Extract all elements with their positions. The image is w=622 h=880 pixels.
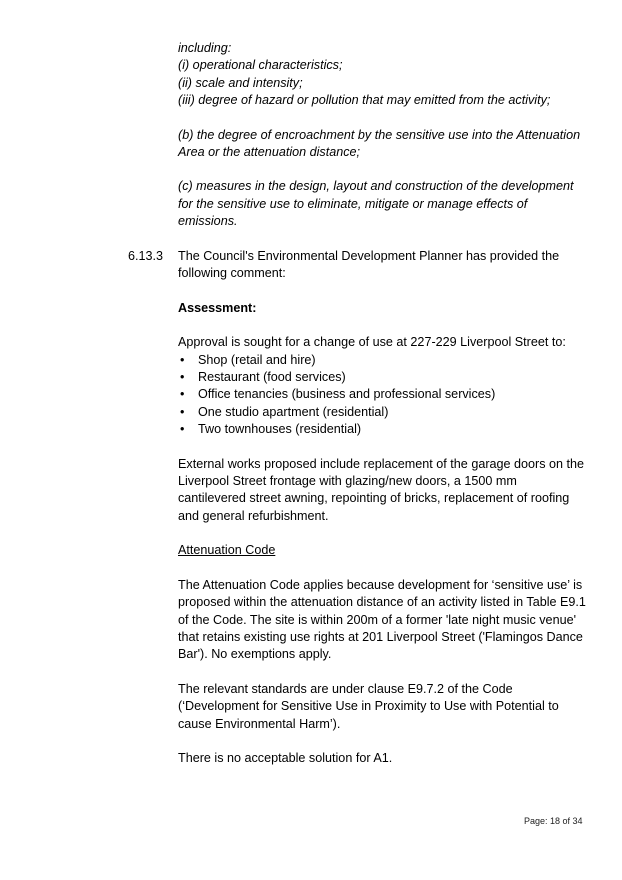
section-number: 6.13.3 (128, 249, 164, 263)
no-solution-text: There is no acceptable solution for A1. (178, 750, 393, 765)
bullet-icon: • (180, 404, 185, 419)
list-item (178, 404, 588, 421)
section-body (178, 248, 588, 767)
quoted-clause (178, 40, 588, 231)
list-item-text: Shop (retail and hire) (198, 352, 316, 367)
uses-list (178, 352, 588, 439)
quote-c: (c) measures in the design, layout and construction of the development for the sensitive use to eliminate, mitigate or manage effects of emissions. (178, 179, 574, 229)
quote-b: (b) the degree of encroachment by the sensitive use into the Attenuation Area or the attenuation distance; (178, 127, 581, 160)
bullet-icon: • (180, 352, 185, 367)
bullet-icon: • (180, 387, 185, 402)
list-item (178, 421, 588, 438)
approval-text: Approval is sought for a change of use at 227-229 Liverpool Street to: (178, 335, 566, 350)
quote-item: (i) operational characteristics; (178, 58, 343, 73)
attenuation-code-heading: Attenuation Code (178, 543, 276, 558)
list-item (178, 352, 588, 369)
list-item (178, 369, 588, 386)
standards-text: The relevant standards are under clause E9.7.2 of the Code (‘Development for Sensitive Use in Proximity to Use with Potential to cause Environmental Harm’). (178, 681, 559, 731)
bullet-icon: • (180, 370, 185, 385)
list-item (178, 386, 588, 403)
section-intro: The Council's Environmental Development Planner has provided the following comment: (178, 249, 560, 281)
assessment-heading: Assessment: (178, 300, 257, 315)
list-item-text: Two townhouses (residential) (198, 422, 362, 437)
quote-item: (ii) scale and intensity; (178, 75, 303, 90)
quote-item: (iii) degree of hazard or pollution that may emitted from the activity; (178, 93, 551, 108)
attenuation-text: The Attenuation Code applies because development for ‘sensitive use’ is proposed within the attenuation distance of an activity listed in Table E9.1 of the Code. The site is within 200m of a former 'late night music venue' that retains existing use rights at 201 Liverpool Street ('Flamingos Dance Bar'). No exemptions apply. (178, 577, 586, 662)
page-number: Page: 18 of 34 (524, 816, 583, 826)
list-item-text: One studio apartment (residential) (198, 404, 389, 419)
bullet-icon: • (180, 422, 185, 437)
list-item-text: Office tenancies (business and professional services) (198, 387, 496, 402)
list-item-text: Restaurant (food services) (198, 370, 346, 385)
quote-intro: including: (178, 41, 232, 55)
external-works-text: External works proposed include replacement of the garage doors on the Liverpool Street frontage with glazing/new doors, a 1500 mm cantilevered street awning, repointing of bricks, replacement of roofing and general refurbishment. (178, 456, 585, 523)
